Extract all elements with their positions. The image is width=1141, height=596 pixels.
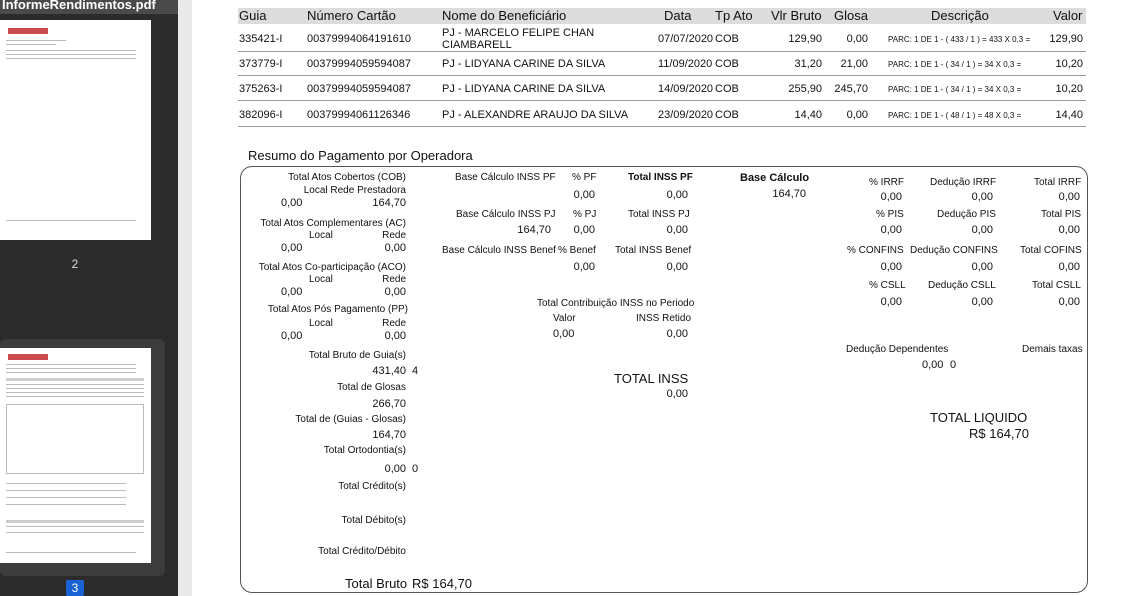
pis-pct-label: % PIS — [876, 209, 904, 220]
pis-ded-label: Dedução PIS — [937, 209, 996, 220]
table-row: 373779-I — [239, 58, 283, 70]
file-name: InformeRendimentos.pdf — [0, 0, 178, 14]
csll-ded: 0,00 — [971, 296, 993, 308]
irrf-pct-label: % IRRF — [869, 177, 904, 188]
total-bruto-label: Total Bruto — [345, 576, 408, 591]
row-date: 07/07/2020 — [658, 33, 714, 45]
row-vlr-bruto: 14,40 — [794, 109, 822, 121]
total-inss-label: TOTAL INSS — [614, 371, 689, 386]
inss-ben-total-label: Total INSS Benef — [615, 245, 692, 256]
inss-pj-base-label: Base Cálculo INSS PJ — [456, 209, 556, 220]
inss-pf-pct-label: % PF — [572, 172, 597, 183]
aco-rede-value: 0,00 — [384, 286, 406, 298]
dep-count: 0 — [950, 359, 957, 371]
bruto-guia-value: 431,40 — [372, 365, 406, 377]
glosas-label: Total de Glosas — [337, 382, 406, 393]
pp-local-value: 0,00 — [281, 330, 303, 342]
ac-local-value: 0,00 — [281, 242, 303, 254]
irrf-total-label: Total IRRF — [1034, 177, 1082, 188]
cob-label: Total Atos Cobertos (COB) — [288, 172, 406, 183]
row-glosa: 0,00 — [846, 33, 868, 45]
col-descricao: Descrição — [931, 8, 989, 23]
aco-local-value: 0,00 — [281, 286, 303, 298]
row-tp-ato: COB — [715, 33, 739, 45]
ac-label: Total Atos Complementares (AC) — [260, 218, 406, 229]
base-calc-value: 164,70 — [772, 188, 806, 200]
inss-pj-pct-label: % PJ — [573, 209, 597, 220]
dep-value: 0,00 — [922, 359, 944, 371]
row-date: 14/09/2020 — [658, 83, 714, 95]
row-valor: 129,90 — [1049, 33, 1083, 45]
orto-value: 0,00 — [384, 463, 406, 475]
guias-glosas-label: Total de (Guias - Glosas) — [295, 414, 406, 425]
pis-total: 0,00 — [1058, 224, 1080, 236]
csll-ded-label: Dedução CSLL — [928, 280, 996, 291]
cofins-total-label: Total COFINS — [1020, 245, 1082, 256]
irrf-ded: 0,00 — [971, 191, 993, 203]
row-date: 11/09/2020 — [658, 58, 713, 70]
card-number: 00379994059594087 — [307, 83, 412, 95]
beneficiary-name-cont: CIAMBARELL — [442, 39, 512, 49]
row-glosa: 0,00 — [846, 109, 868, 121]
irrf-ded-label: Dedução IRRF — [930, 177, 997, 188]
beneficiary-name: PJ - ALEXANDRE ARAUJO DA SILVA — [442, 109, 629, 121]
row-glosa: 21,00 — [840, 58, 868, 70]
pp-rede-label: Rede — [382, 318, 406, 329]
pis-pct: 0,00 — [880, 224, 902, 236]
demais-label: Demais taxas — [1022, 344, 1083, 355]
contrib-valor: 0,00 — [553, 328, 575, 340]
contrib-retido-label: INSS Retido — [636, 313, 692, 324]
page-number-3[interactable]: 3 — [66, 580, 84, 596]
card-number: 00379994059594087 — [307, 58, 412, 70]
col-vlr-bruto: Vlr Bruto — [771, 8, 822, 23]
inss-ben-pct-label: % Benef — [558, 245, 596, 256]
cob-local-value: 0,00 — [281, 197, 303, 209]
col-valor: Valor — [1053, 8, 1083, 23]
cob-local-rede: Local Rede Prestadora — [303, 185, 406, 196]
row-vlr-bruto: 129,90 — [788, 33, 822, 45]
aco-label: Total Atos Co-participação (ACO) — [258, 262, 406, 273]
contrib-valor-label: Valor — [553, 313, 576, 324]
row-descricao: PARC: 1 DE 1 - ( 34 / 1 ) = 34 X 0,3 = — [888, 85, 1022, 94]
guias-glosas-value: 164,70 — [372, 429, 406, 441]
irrf-pct: 0,00 — [880, 191, 902, 203]
col-glosa: Glosa — [834, 8, 868, 23]
total-inss-value: 0,00 — [666, 388, 688, 400]
contrib-label: Total Contribuição INSS no Periodo — [537, 298, 695, 309]
row-tp-ato: COB — [715, 109, 739, 121]
pp-label: Total Atos Pós Pagamento (PP) — [267, 304, 408, 315]
beneficiary-name: PJ - LIDYANA CARINE DA SILVA — [442, 83, 606, 95]
row-valor: 14,40 — [1055, 109, 1083, 121]
row-vlr-bruto: 255,90 — [788, 83, 822, 95]
table-row: 335421-I — [239, 33, 283, 45]
inss-pj-total: 0,00 — [666, 224, 688, 236]
thumbnail-sidebar — [0, 0, 178, 596]
ac-local-label: Local — [309, 230, 333, 241]
col-cartao: Número Cartão — [307, 8, 396, 23]
irrf-total: 0,00 — [1058, 191, 1080, 203]
card-number: 00379994061126346 — [307, 109, 411, 121]
row-valor: 10,20 — [1055, 83, 1083, 95]
csll-total: 0,00 — [1058, 296, 1080, 308]
credito-label: Total Crédito(s) — [338, 481, 406, 492]
pp-rede-value: 0,00 — [384, 330, 406, 342]
csll-total-label: Total CSLL — [1032, 280, 1081, 291]
col-data: Data — [664, 8, 692, 23]
table-row: 375263-I — [239, 83, 283, 95]
row-vlr-bruto: 31,20 — [794, 58, 822, 70]
inss-pf-base-label: Base Cálculo INSS PF — [455, 172, 556, 183]
inss-pj-total-label: Total INSS PJ — [628, 209, 690, 220]
debito-label: Total Débito(s) — [341, 515, 406, 526]
page-number-2[interactable]: 2 — [71, 257, 79, 271]
total-bruto-value: R$ 164,70 — [412, 576, 472, 591]
row-tp-ato: COB — [715, 83, 739, 95]
aco-local-label: Local — [309, 274, 333, 285]
section-title: Resumo do Pagamento por Operadora — [248, 148, 473, 163]
cred-deb-label: Total Crédito/Débito — [318, 546, 406, 557]
orto-label: Total Ortodontia(s) — [323, 445, 406, 456]
inss-pf-pct: 0,00 — [573, 189, 595, 201]
page-thumbnail-3[interactable] — [0, 348, 151, 563]
cofins-pct-label: % CONFINS — [847, 245, 904, 256]
cofins-ded: 0,00 — [971, 261, 993, 273]
ac-rede-label: Rede — [382, 230, 406, 241]
row-valor: 10,20 — [1055, 58, 1083, 70]
inss-pj-pct: 0,00 — [573, 224, 595, 236]
liquido-label: TOTAL LIQUIDO — [930, 410, 1028, 425]
row-descricao: PARC: 1 DE 1 - ( 34 / 1 ) = 34 X 0,3 = — [888, 60, 1022, 69]
inss-ben-total: 0,00 — [666, 261, 688, 273]
row-glosa: 245,70 — [834, 83, 868, 95]
card-number: 00379994064191610 — [307, 33, 412, 45]
contrib-retido: 0,00 — [666, 328, 688, 340]
bruto-guia-label: Total Bruto de Guia(s) — [308, 350, 406, 361]
orto-count: 0 — [412, 463, 419, 475]
pp-local-label: Local — [309, 318, 333, 329]
cofins-pct: 0,00 — [880, 261, 902, 273]
page-thumbnail-2[interactable] — [0, 20, 151, 240]
inss-pj-base: 164,70 — [517, 224, 551, 236]
col-guia: Guia — [239, 8, 267, 23]
beneficiary-name: PJ - LIDYANA CARINE DA SILVA — [442, 58, 606, 70]
bruto-guia-count: 4 — [412, 365, 419, 377]
inss-pf-total-label: Total INSS PF — [628, 172, 693, 183]
ac-rede-value: 0,00 — [384, 242, 406, 254]
row-date: 23/09/2020 — [658, 109, 714, 121]
col-tp-ato: Tp Ato — [715, 8, 753, 23]
beneficiary-name: PJ - MARCELO FELIPE CHAN — [442, 27, 595, 39]
row-descricao: PARC: 1 DE 1 - ( 433 / 1 ) = 433 X 0,3 = — [888, 35, 1031, 44]
base-calc-label: Base Cálculo — [740, 172, 810, 184]
pis-total-label: Total PIS — [1041, 209, 1082, 220]
csll-pct: 0,00 — [880, 296, 902, 308]
table-row: 382096-I — [239, 109, 283, 121]
row-tp-ato: COB — [715, 58, 739, 70]
glosas-value: 266,70 — [372, 398, 406, 410]
dep-label: Dedução Dependentes — [846, 344, 949, 355]
cofins-ded-label: Dedução CONFINS — [910, 245, 998, 256]
cob-rede-value: 164,70 — [372, 197, 406, 209]
inss-ben-base-label: Base Cálculo INSS Benef — [442, 245, 556, 256]
row-descricao: PARC: 1 DE 1 - ( 48 / 1 ) = 48 X 0,3 = — [888, 111, 1022, 120]
aco-rede-label: Rede — [382, 274, 406, 285]
pis-ded: 0,00 — [971, 224, 993, 236]
col-nome: Nome do Beneficiário — [442, 8, 567, 23]
inss-ben-pct: 0,00 — [573, 261, 595, 273]
cofins-total: 0,00 — [1058, 261, 1080, 273]
csll-pct-label: % CSLL — [869, 280, 906, 291]
inss-pf-total: 0,00 — [666, 189, 688, 201]
liquido-value: R$ 164,70 — [969, 426, 1029, 441]
